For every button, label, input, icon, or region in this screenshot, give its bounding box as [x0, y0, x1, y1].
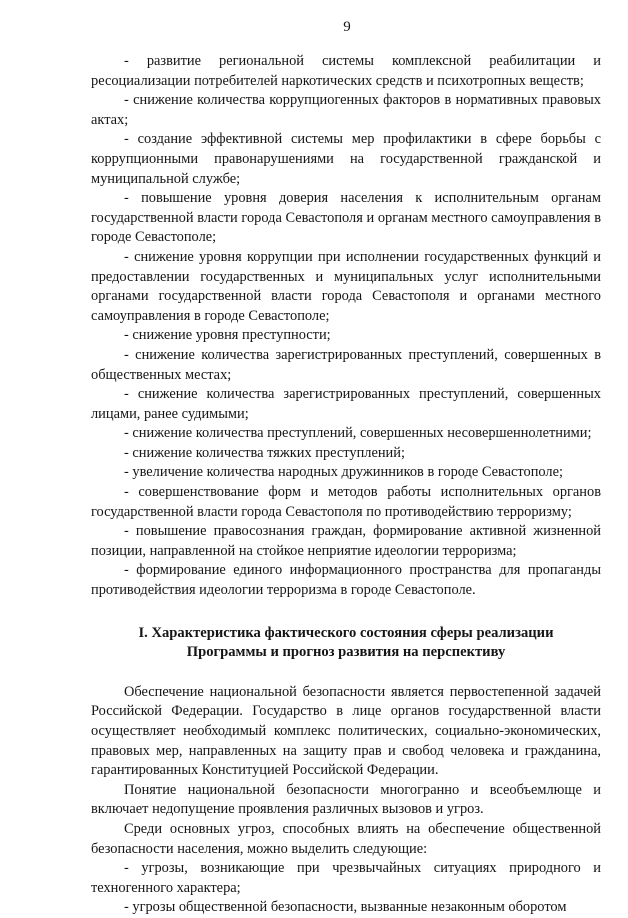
list-item: - снижение количества зарегистрированных преступлений, совершенных лицами, ранее судимыми;: [91, 386, 601, 422]
list-item: - снижение уровня коррупции при исполнении государственных функций и предоставлении государственных и муниципальных услуг исполнительными органами государственной власти города Севастополя и органами местного самоуправления в городе Севастополе;: [91, 248, 601, 324]
list-item: - совершенствование форм и методов работы исполнительных органов государственной власти города Севастополя по противодействию терроризму;: [91, 484, 601, 520]
body-paragraph: Понятие национальной безопасности многогранно и всеобъемлюще и включает недопущение проявления различных вызовов и угроз.: [91, 781, 601, 818]
list-item: - снижение количества коррупциогенных факторов в нормативных правовых актах;: [91, 92, 601, 128]
list-item: - развитие региональной системы комплексной реабилитации и ресоциализации потребителей наркотических средств и психотропных веществ;: [91, 53, 601, 89]
list-item: - снижение количества преступлений, совершенных несовершеннолетними;: [124, 425, 592, 442]
list-item: - создание эффективной системы мер профилактики в сфере борьбы с коррупционными правонарушениями на государственной гражданской и муниципальной службе;: [91, 131, 601, 187]
list-item: - увеличение количества народных дружинников в городе Севастополе;: [124, 464, 563, 481]
list-item: - снижение уровня преступности;: [124, 327, 331, 344]
list-item: - повышение уровня доверия населения к исполнительным органам государственной власти города Севастополя и органам местного самоуправления в городе Севастополе;: [91, 190, 601, 246]
body-paragraph: Обеспечение национальной безопасности является первостепенной задачей Российской Федерации. Государство в лице органов государственной власти осуществляет необходимый комплекс политических, социально-экономических, правовых мер, направленных на защиту прав и свобод человека и гражданина, гарантированных Конституцией Российской Федерации.: [91, 683, 601, 779]
section-body: [91, 683, 601, 918]
body-paragraph: Среди основных угроз, способных влиять на обеспечение общественной безопасности населения, можно выделить следующие:: [91, 820, 601, 857]
body-list-item: - угрозы общественной безопасности, вызванные незаконным оборотом: [124, 899, 567, 916]
list-item: - снижение количества тяжких преступлений;: [124, 444, 405, 461]
page-number: 9: [343, 19, 351, 35]
section-heading-line: Программы и прогноз развития на перспективу: [186, 644, 506, 661]
list-item: - повышение правосознания граждан, формирование активной жизненной позиции, направленной на стойкое неприятие идеологии терроризма;: [91, 523, 601, 559]
goals-list: [91, 52, 601, 601]
list-item: - снижение количества зарегистрированных преступлений, совершенных в общественных местах;: [91, 346, 601, 383]
list-item: - формирование единого информационного пространства для пропаганды противодействия идеологии терроризма в городе Севастополе.: [91, 562, 601, 599]
body-list-item: - угрозы, возникающие при чрезвычайных ситуациях природного и техногенного характера;: [91, 860, 601, 896]
section-heading-line: I. Характеристика фактического состояния сферы реализации: [138, 624, 554, 641]
section-heading: [91, 624, 601, 663]
